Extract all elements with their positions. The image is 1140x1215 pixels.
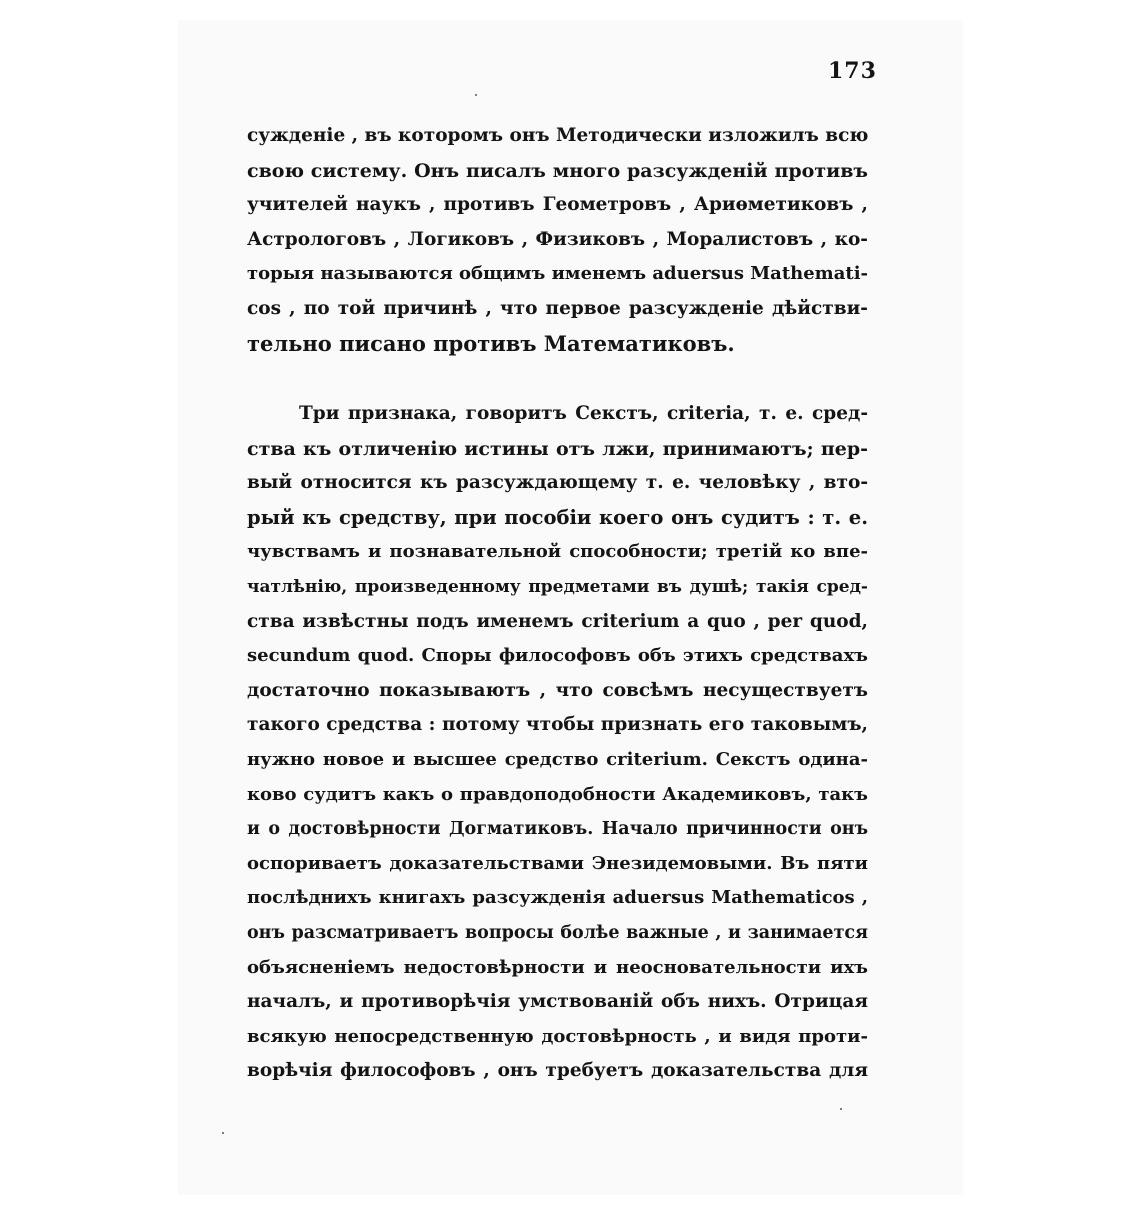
text-line: сужденіе , въ которомъ онъ Методически изложилъ всю — [247, 125, 869, 146]
text-line: достаточно показываютъ , что совсѣмъ несуществуетъ — [247, 679, 868, 701]
text-line: послѣднихъ книгахъ разсужденія aduersus Mathematicos , — [247, 887, 868, 909]
text-line: чатлѣнію, произведенному предметами въ душѣ; такія сред- — [247, 576, 868, 597]
text-line: вый относится къ разсуждающему т. е. человѣку , вто- — [247, 472, 868, 494]
text-line: нужно новое и высшее средство criterium. Секстъ одина- — [247, 748, 868, 770]
text-line: оспориваетъ доказательствами Энезидемовыми. Въ пяти — [247, 852, 868, 874]
text-line: ково судитъ какъ о правдоподобности Академиковъ, такъ — [247, 783, 868, 805]
text-line: cos , по той причинѣ , что первое разсужденіе дѣйстви- — [247, 297, 868, 319]
text-line: рый къ средству, при пособіи коего онъ судитъ : т. е. — [247, 505, 868, 529]
text-line: Астрологовъ , Логиковъ , Физиковъ , Моралистовъ , ко- — [247, 228, 868, 250]
text-line: чувствамъ и познавательной способности; третій ко впе- — [247, 541, 868, 563]
text-line: ворѣчія философовъ , онъ требуетъ доказательства для — [247, 1060, 868, 1082]
text-line: ства извѣстны подъ именемъ criterium a quo , per quod, — [247, 610, 868, 632]
text-line: и о достовѣрности Догматиковъ. Начало причинности онъ — [247, 819, 868, 840]
text-line: всякую непосредственную достовѣрность , и видя проти- — [247, 1025, 868, 1047]
text-line: онъ разсматриваетъ вопросы болѣе важные , и занимается — [247, 922, 868, 943]
print-speck — [840, 1108, 842, 1110]
print-speck — [222, 1132, 224, 1134]
text-line: учителей наукъ , противъ Геометровъ , Ариѳметиковъ , — [247, 194, 868, 216]
page-number: 173 — [828, 58, 877, 84]
text-line: объясненіемъ недостовѣрности и неосновательности ихъ — [247, 956, 868, 978]
text-line: secundum quod. Споры философовъ объ этихъ средствахъ — [247, 645, 868, 667]
text-line: ства къ отличенію истины отъ лжи, принимаютъ; пер- — [247, 437, 868, 460]
text-line: торыя называются общимъ именемъ aduersus Mathemati- — [247, 263, 869, 285]
text-line: началъ, и противорѣчія умствованій объ нихъ. Отрицая — [247, 991, 868, 1013]
text-line: Три признака, говоритъ Секстъ, criteria, т. е. сред- — [299, 403, 868, 424]
text-line: свою систему. Онъ писалъ много разсужденій противъ — [247, 159, 868, 182]
paragraph-2 — [247, 397, 868, 1089]
print-speck — [475, 94, 477, 96]
text-line: такого средства : потому чтобы признать его таковымъ, — [247, 714, 868, 736]
text-line: тельно писано противъ Математиковъ. — [247, 330, 735, 356]
paragraph-1 — [247, 119, 868, 361]
